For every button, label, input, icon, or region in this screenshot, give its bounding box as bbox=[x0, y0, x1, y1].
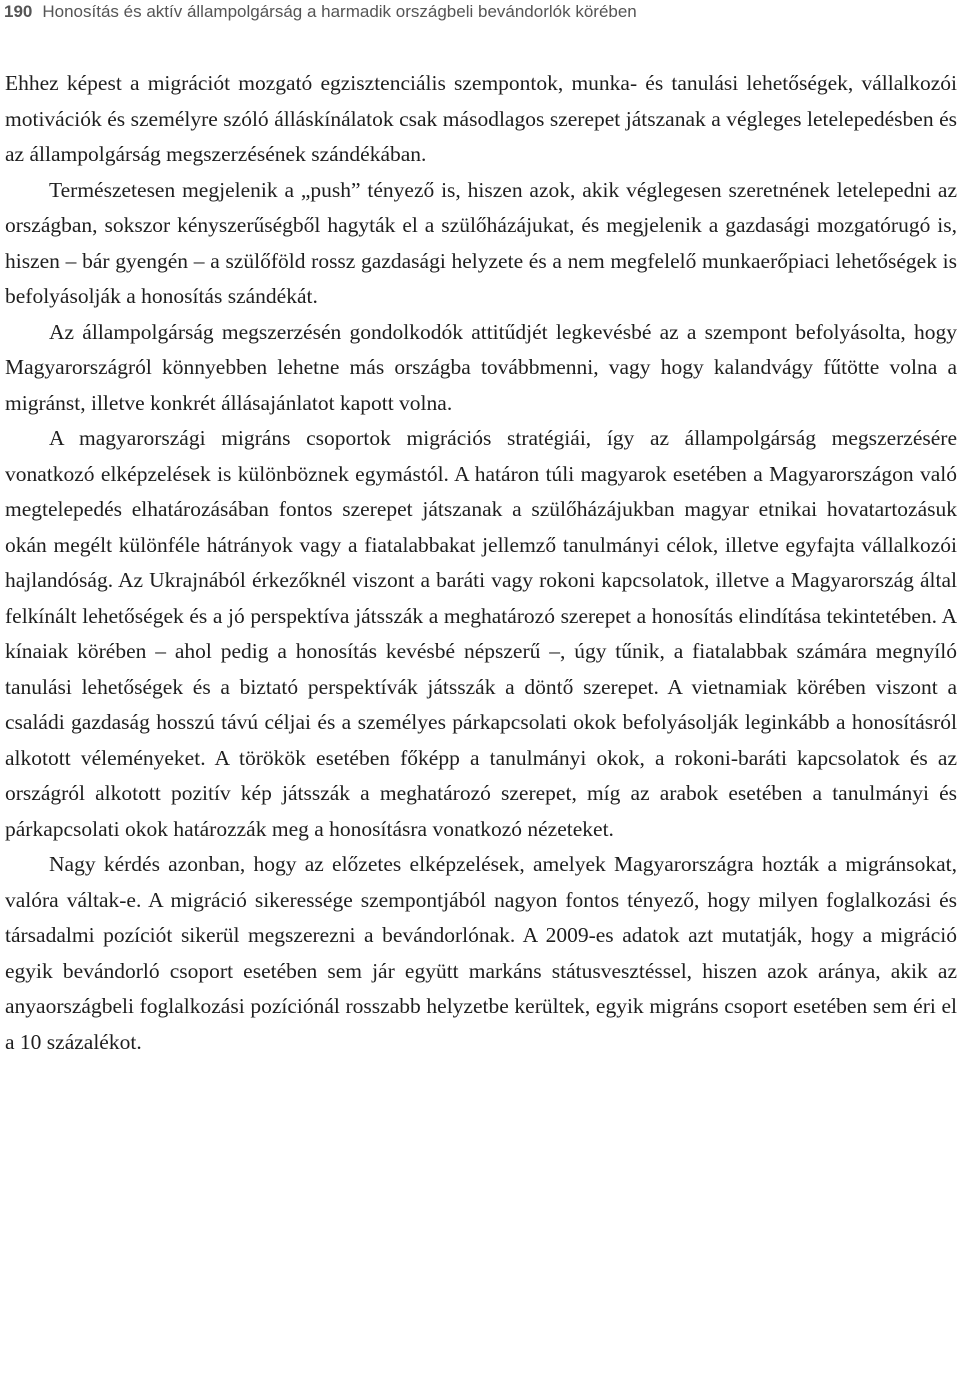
body-text bbox=[5, 66, 957, 1060]
paragraph-5: Nagy kérdés azonban, hogy az előzetes elképzelések, amelyek Magyarországra hozták a migránsokat, valóra váltak-e. A migráció sikeressége szempontjából nagyon fontos tényező, hogy milyen foglalkozási és társadalmi pozíciót sikerül megszerezni a bevándorlónak. A 2009-es adatok azt mutatják, hogy a migráció egyik bevándorló csoport esetében sem jár együtt markáns státusvesztéssel, hiszen azok aránya, akik az anyaországbeli foglalkozási pozíciónál rosszabb helyzetbe kerültek, egyik migráns csoport esetében sem éri el a 10 százalékot. bbox=[5, 852, 957, 1054]
paragraph-3: Az állampolgárság megszerzésén gondolkodók attitűdjét legkevésbé az a szempont befolyásolta, hogy Magyarországról könnyebben lehetne más országba továbbmenni, vagy hogy kalandvágy fűtötte volna a migránst, illetve konkrét állásajánlatot kapott volna. bbox=[5, 319, 957, 415]
paragraph-2: Természetesen megjelenik a „push” tényező is, hiszen azok, akik véglegesen szeretnének letelepedni az országban, sokszor kényszerűségből hagyták el a szülőházájukat, és megjelenik a gazdasági mozgatórugó is, hiszen – bár gyengén – a szülőföld rossz gazdasági helyzete és a nem megfelelő munkaerőpiaci lehetőségek is befolyásolják a honosítás szándékát. bbox=[5, 177, 957, 308]
running-header bbox=[4, 2, 954, 22]
paragraph-1: Ehhez képest a migrációt mozgató egzisztenciális szempontok, munka- és tanulási lehetőségek, vállalkozói motivációk és személyre szóló álláskínálatok csak másodlagos szerepet játszanak a végleges letelepedésben és az állampolgárság megszerzésének szándékában. bbox=[5, 71, 957, 166]
page-number: 190 bbox=[4, 2, 33, 21]
paragraph-4: A magyarországi migráns csoportok migrációs stratégiái, így az állampolgárság megszerzésére vonatkozó elképzelések is különböznek egymástól. A határon túli magyarok esetében a Magyarországon való megtelepedés elhatározásában fontos szerepet játszanak a szülőházájukban magyar etnikai hovatartozásuk okán megélt különféle hátrányok vagy a fiatalabbakat jellemző tanulmányi célok, illetve egyfajta vállalkozói hajlandóság. Az Ukrajnából érkezőknél viszont a baráti vagy rokoni kapcsolatok, illetve a Magyarország által felkínált lehetőségek és a jó perspektíva játsszák a meghatározó szerepet a honosítás elindítása tekintetében. A kínaiak körében – ahol pedig a honosítás kevésbé népszerű –, úgy tűnik, a fiatalabbak számára megnyíló tanulási lehetőségek és a biztató perspektívák játsszák a döntő szerepet. A vietnamiak körében viszont a családi gazdaság hosszú távú céljai és a személyes párkapcsolati okok befolyásolják leginkább a honosításról alkotott véleményeket. A törökök esetében főképp a tanulmányi okok, a rokoni-baráti kapcsolatok és az országról alkotott pozitív kép játsszák a meghatározó szerepet, míg az arabok esetében a tanulmányi és párkapcsolati okok határozzák meg a honosításra vonatkozó nézeteket. bbox=[5, 426, 957, 841]
running-title: Honosítás és aktív állampolgárság a harmadik országbeli bevándorlók körében bbox=[42, 2, 637, 21]
